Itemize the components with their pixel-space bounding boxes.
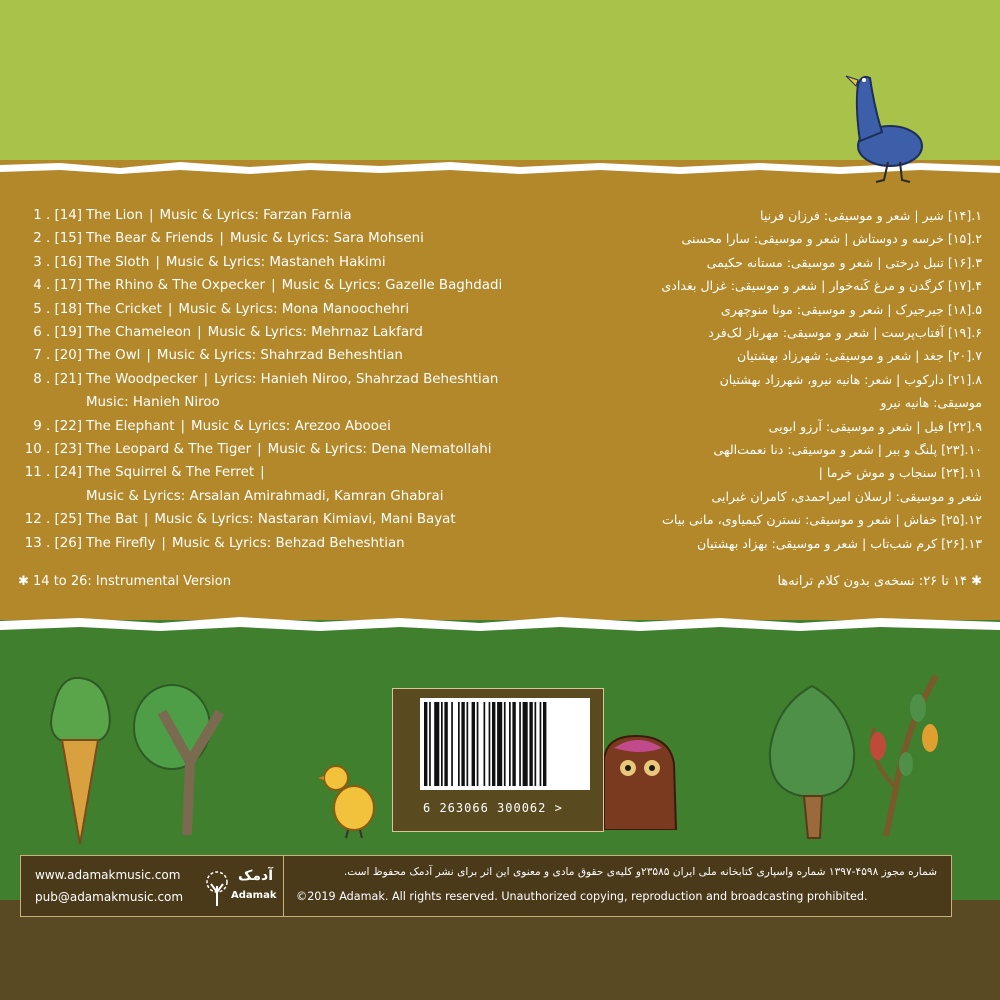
track-row-fa: ۱۲.[۲۵] خفاش | شعر و موسیقی: نسترن کیمیاوی، مانی بیات bbox=[662, 512, 982, 528]
track-title: The Bat bbox=[86, 512, 138, 528]
track-title: The Squirrel & The Ferret bbox=[86, 465, 255, 481]
separator: | bbox=[155, 254, 160, 270]
track-number: 12 . [25] bbox=[24, 512, 82, 528]
track-row bbox=[18, 227, 528, 250]
track-credit: Music & Lyrics: Mona Manoochehri bbox=[178, 301, 410, 317]
track-title: The Elephant bbox=[86, 418, 175, 434]
track-title: The Sloth bbox=[86, 254, 150, 270]
track-row-fa: ۱۰.[۲۳] پلنگ و ببر | شعر و موسیقی: دنا نعمت‌الهی bbox=[713, 442, 982, 458]
track-credit: Lyrics: Hanieh Niroo, Shahrzad Beheshtian bbox=[214, 371, 499, 387]
track-title: The Chameleon bbox=[86, 325, 192, 341]
track-row-fa: ۱۳.[۲۶] کرم شب‌تاب | شعر و موسیقی: بهزاد بهشتیان bbox=[697, 535, 982, 551]
track-info bbox=[86, 227, 424, 250]
track-title: The Bear & Friends bbox=[86, 231, 214, 247]
track-title: The Owl bbox=[86, 348, 141, 364]
separator: | bbox=[197, 325, 202, 341]
track-info bbox=[86, 415, 391, 438]
track-row-fa: ۴.[۱۷] کرگدن و مرغ کَنه‌خوار | شعر و موسیقی: غزال بغدادی bbox=[661, 278, 982, 294]
track-credit: Music & Lyrics: Sara Mohseni bbox=[229, 231, 424, 247]
track-credit: Music & Lyrics: Arezoo Abooei bbox=[191, 418, 391, 434]
track-credit: Music & Lyrics: Gazelle Baghdadi bbox=[281, 278, 503, 294]
track-row bbox=[18, 532, 528, 555]
barcode-box bbox=[392, 688, 604, 832]
track-credit-line2: Music: Hanieh Niroo bbox=[86, 395, 220, 411]
track-credit: Music & Lyrics: Behzad Beheshtian bbox=[171, 535, 405, 551]
adamak-logo-icon bbox=[201, 864, 277, 910]
track-row bbox=[18, 204, 528, 227]
track-credit: Music & Lyrics: Nastaran Kimiavi, Mani Bayat bbox=[154, 512, 456, 528]
track-number: 9 . [22] bbox=[33, 418, 82, 434]
tree-illustration bbox=[856, 668, 946, 838]
track-info bbox=[86, 274, 502, 297]
copyright-en: ©2019 Adamak. All rights reserved. Unauthorized copying, reproduction and broadcasting prohibited. bbox=[296, 890, 868, 903]
website-link[interactable]: www.adamakmusic.com bbox=[35, 868, 181, 882]
track-credit: Music & Lyrics: Farzan Farnia bbox=[159, 208, 352, 223]
track-credit: Music & Lyrics: Shahrzad Beheshtian bbox=[156, 348, 403, 364]
track-title: The Cricket bbox=[86, 301, 162, 317]
track-credit: Music & Lyrics: Mehrnaz Lakfard bbox=[207, 325, 423, 341]
tree-illustration bbox=[762, 680, 862, 840]
separator: | bbox=[203, 371, 209, 387]
logo-text-en: Adamak bbox=[231, 890, 277, 901]
separator: | bbox=[180, 418, 186, 434]
track-info bbox=[86, 461, 443, 508]
track-title: The Leopard & The Tiger bbox=[86, 442, 252, 458]
track-info bbox=[86, 321, 423, 344]
track-number: 11 . [24] bbox=[24, 465, 82, 481]
track-number: 13 . [26] bbox=[24, 535, 82, 551]
separator: | bbox=[260, 465, 265, 481]
track-info bbox=[86, 438, 492, 461]
torn-paper-edge-middle bbox=[0, 603, 1000, 643]
owl-illustration bbox=[600, 730, 680, 830]
track-title: The Rhino & The Oxpecker bbox=[86, 278, 266, 294]
track-info bbox=[86, 368, 498, 415]
english-track-list bbox=[18, 204, 528, 555]
tree-illustration bbox=[40, 676, 120, 846]
track-number: 6 . [19] bbox=[33, 325, 82, 341]
track-number: 5 . [18] bbox=[33, 301, 82, 317]
track-row-fa: شعر و موسیقی: ارسلان امیراحمدی، کامران غبرایی bbox=[711, 488, 982, 504]
track-credit: Music & Lyrics: Dena Nematollahi bbox=[267, 442, 492, 458]
track-title: The Woodpecker bbox=[86, 371, 198, 387]
footer-info-box bbox=[20, 855, 952, 917]
separator: | bbox=[271, 278, 276, 294]
separator: | bbox=[257, 442, 262, 458]
track-row-fa: ۹.[۲۲] فیل | شعر و موسیقی: آرزو ابویی bbox=[768, 418, 982, 434]
track-row bbox=[18, 321, 528, 344]
instrumental-note-fa: ✱ ۱۴ تا ۲۶: نسخه‌ی بدون کلام ترانه‌ها bbox=[777, 574, 982, 589]
separator: | bbox=[143, 512, 149, 528]
track-row bbox=[18, 251, 528, 274]
track-row bbox=[18, 274, 528, 297]
track-info bbox=[86, 344, 403, 367]
copyright-fa: شماره مجوز ۴۵۹۸-۱۳۹۷ شماره واسپاری کتابخانه ملی ایران ۲۳۵۸۵و کلیه‌ی حقوق مادی و معنوی این اثر برای نشر آدمک محفوظ است. bbox=[343, 866, 937, 878]
track-credit: Music & Lyrics: Mastaneh Hakimi bbox=[165, 254, 386, 270]
track-row bbox=[18, 508, 528, 531]
separator: | bbox=[167, 301, 173, 317]
track-row-fa: ۱۱.[۲۴] سنجاب و موش خرما | bbox=[818, 465, 982, 481]
track-number: 1 . [14] bbox=[33, 208, 82, 223]
track-row bbox=[18, 344, 528, 367]
track-row bbox=[18, 461, 528, 508]
track-info bbox=[86, 532, 405, 555]
track-title: The Lion bbox=[86, 208, 144, 223]
chick-illustration bbox=[318, 760, 382, 840]
separator: | bbox=[149, 208, 154, 223]
track-row bbox=[18, 438, 528, 461]
track-info bbox=[86, 204, 352, 227]
separator: | bbox=[146, 348, 151, 364]
barcode-number: 6 263066 300062 > bbox=[423, 801, 563, 815]
track-number: 2 . [15] bbox=[33, 231, 82, 247]
persian-track-list bbox=[562, 204, 982, 555]
separator: | bbox=[161, 535, 166, 551]
track-row-fa: موسیقی: هانیه نیرو bbox=[880, 395, 982, 411]
track-number: 4 . [17] bbox=[33, 278, 82, 294]
track-row bbox=[18, 368, 528, 415]
track-info bbox=[86, 508, 456, 531]
track-title: The Firefly bbox=[86, 535, 156, 551]
separator: | bbox=[219, 231, 224, 247]
instrumental-note-en: ✱ 14 to 26: Instrumental Version bbox=[18, 574, 231, 589]
track-row-fa: ۸.[۲۱] دارکوب | شعر: هانیه نیرو، شهرزاد بهشتیان bbox=[719, 371, 982, 387]
track-number: 10 . [23] bbox=[24, 442, 82, 458]
barcode-icon bbox=[420, 698, 590, 790]
track-row-fa: ۵.[۱۸] جیرجیرک | شعر و موسیقی: مونا منوچهری bbox=[720, 301, 982, 317]
track-number: 3 . [16] bbox=[33, 254, 82, 270]
email-link[interactable]: pub@adamakmusic.com bbox=[35, 890, 184, 904]
track-row bbox=[18, 415, 528, 438]
track-row bbox=[18, 298, 528, 321]
logo-text-fa: آدمک bbox=[238, 868, 273, 884]
track-row-fa: ۶.[۱۹] آفتاب‌پرست | شعر و موسیقی: مهرناز لک‌فرد bbox=[708, 325, 982, 341]
track-row-fa: ۲.[۱۵] خرسه و دوستاش | شعر و موسیقی: سارا محسنی bbox=[681, 231, 982, 247]
track-row-fa: ۷.[۲۰] جغد | شعر و موسیقی: شهرزاد بهشتیان bbox=[737, 348, 982, 364]
tree-illustration bbox=[132, 672, 242, 837]
tree-logo-icon bbox=[201, 870, 233, 906]
track-number: 7 . [20] bbox=[33, 348, 82, 364]
track-info bbox=[86, 298, 409, 321]
bird-illustration bbox=[830, 66, 940, 186]
contact-panel bbox=[21, 856, 284, 916]
track-row-fa: ۳.[۱۶] تنبل درختی | شعر و موسیقی: مستانه حکیمی bbox=[706, 254, 982, 270]
track-credit-line2: Music & Lyrics: Arsalan Amirahmadi, Kamran Ghabrai bbox=[86, 488, 444, 504]
track-number: 8 . [21] bbox=[33, 371, 82, 387]
track-info bbox=[86, 251, 386, 274]
track-row-fa: ۱.[۱۴] شیر | شعر و موسیقی: فرزان فرنیا bbox=[760, 208, 982, 223]
